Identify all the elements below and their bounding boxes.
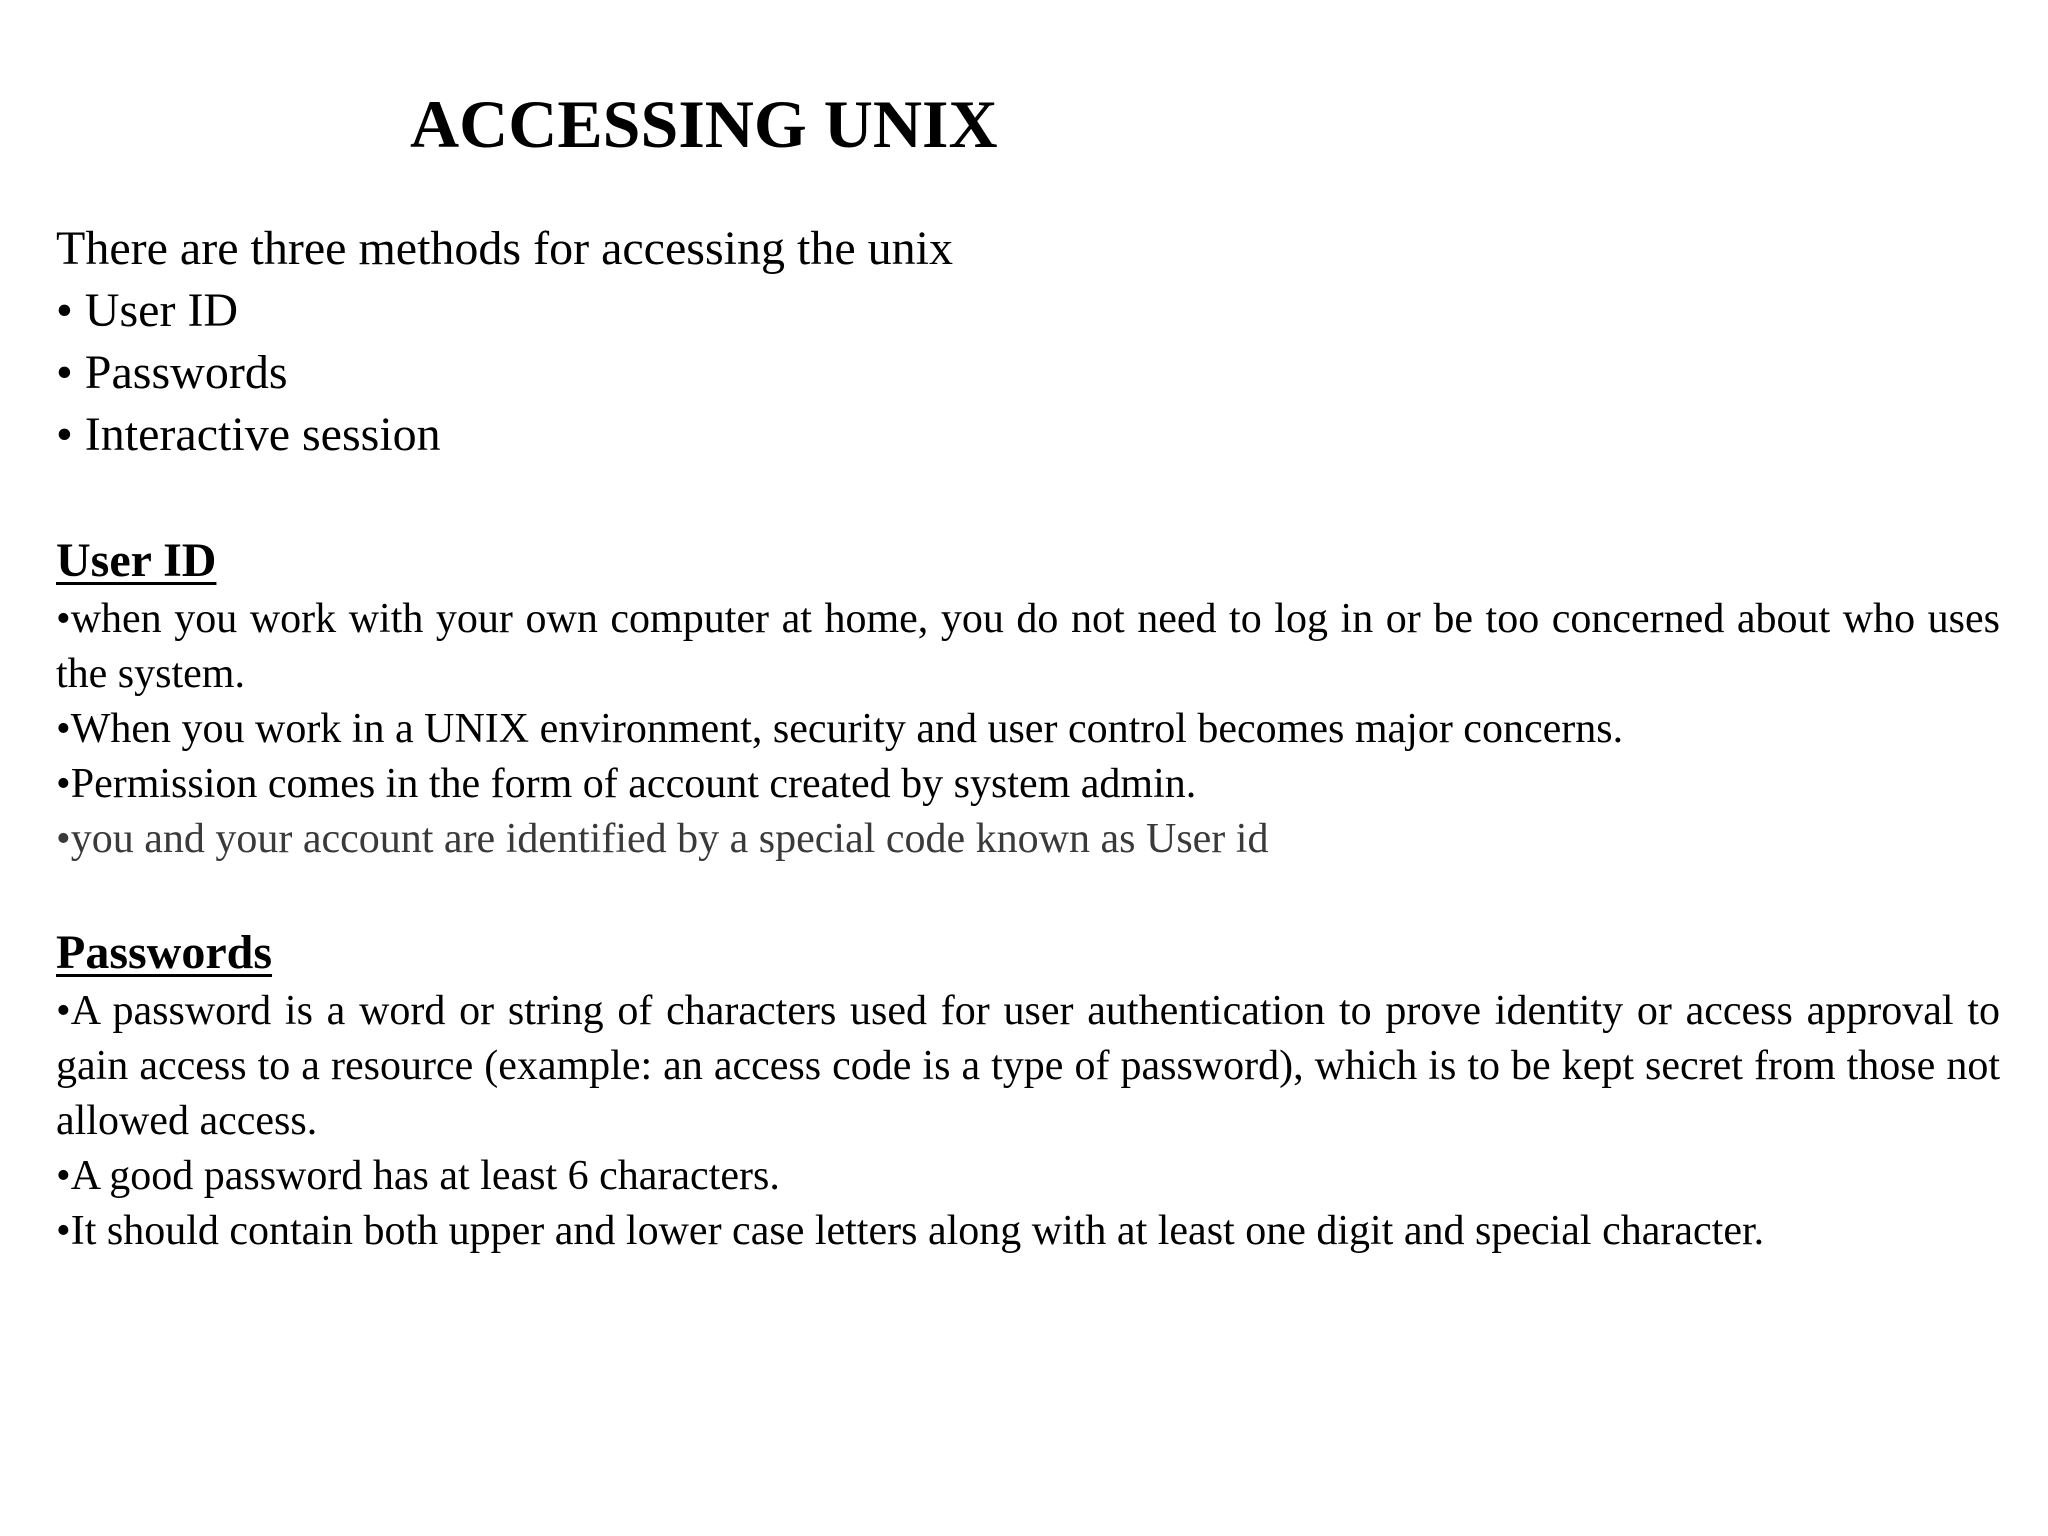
user-id-paragraph: •you and your account are identified by a special code known as User id — [56, 816, 1269, 862]
section-passwords — [56, 922, 2000, 1259]
section-user-id — [56, 530, 2000, 867]
user-id-paragraph: •when you work with your own computer at home, you do not need to log in or be too concerned about who uses the system. — [56, 596, 2000, 697]
slide-title: ACCESSING UNIX — [410, 86, 998, 162]
passwords-paragraph: •It should contain both upper and lower case letters along with at least one digit and special character. — [56, 1208, 1765, 1254]
section-heading-user-id: User ID — [56, 534, 217, 587]
user-id-paragraph: •Permission comes in the form of account created by system admin. — [56, 761, 1197, 807]
intro-item-interactive-session: • Interactive session — [56, 408, 441, 461]
intro-item-user-id: • User ID — [56, 284, 239, 337]
user-id-paragraph: •When you work in a UNIX environment, security and user control becomes major concerns. — [56, 706, 1624, 752]
passwords-paragraph: •A password is a word or string of characters used for user authentication to prove identity or access approval to gain access to a resource (example: an access code is a type of password), which is to be kept secret from those not allowed access. — [56, 988, 2000, 1144]
intro-lead: There are three methods for accessing the unix — [56, 222, 953, 275]
passwords-paragraph: •A good password has at least 6 characters. — [56, 1153, 780, 1199]
section-heading-passwords: Passwords — [56, 926, 273, 979]
intro-item-passwords: • Passwords — [56, 346, 288, 399]
intro-block — [56, 218, 2016, 466]
